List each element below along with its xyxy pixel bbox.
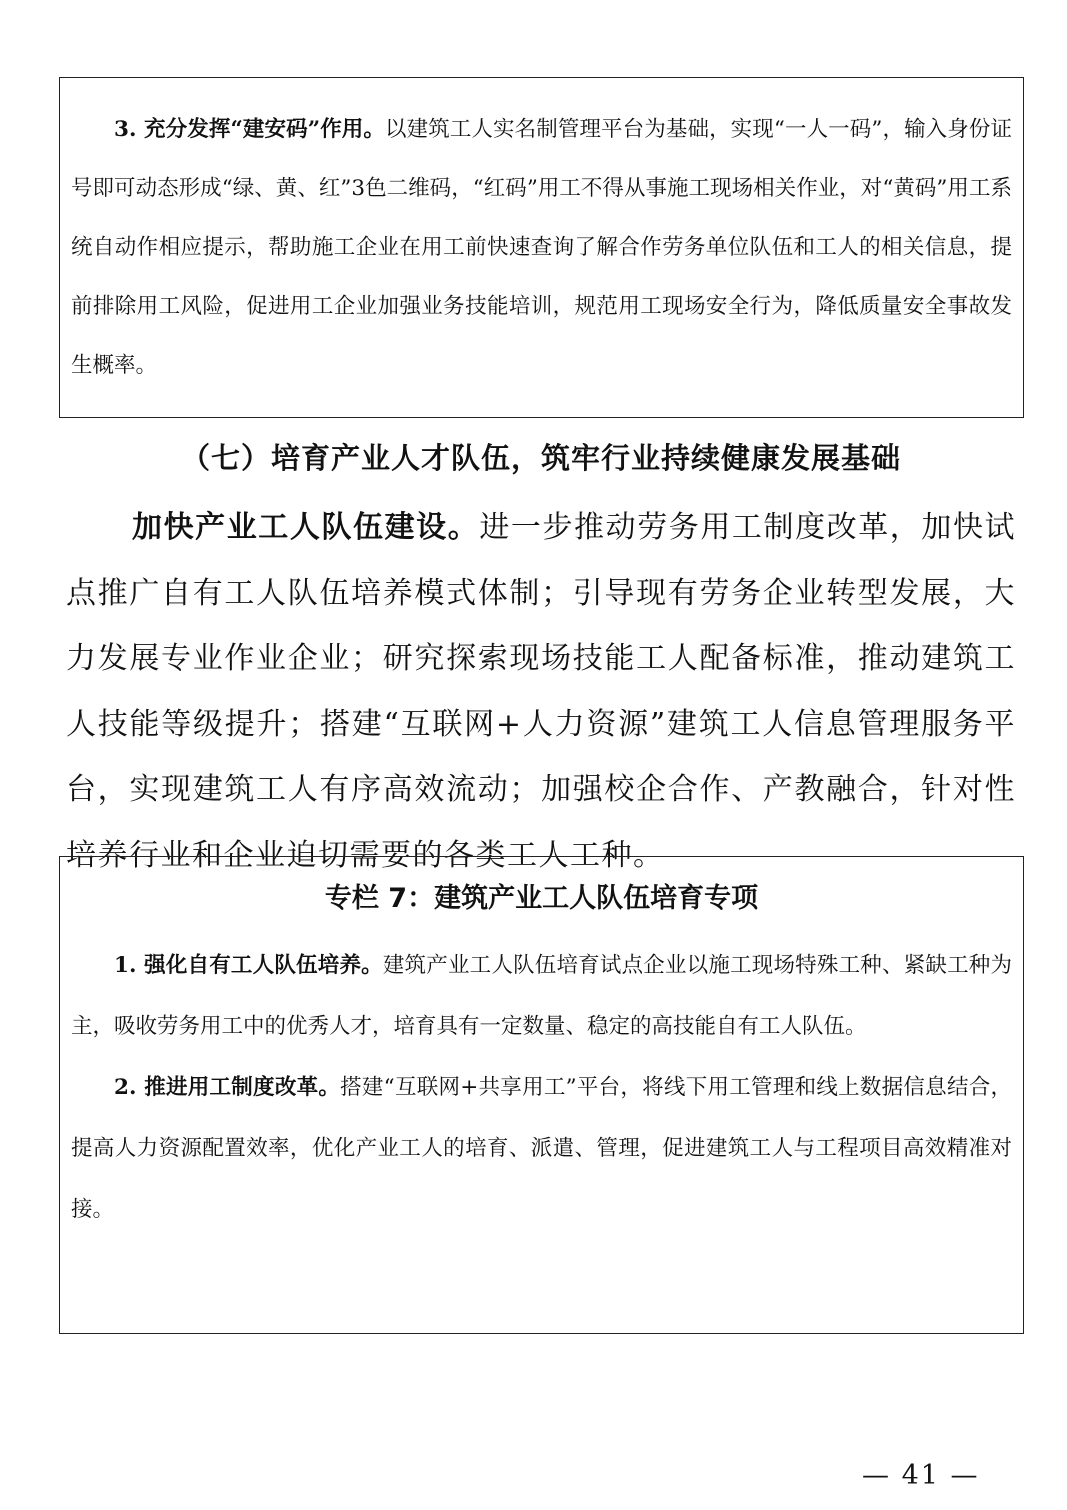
box-item-1-text: 建筑产业工人队伍培育试点企业以施工现场特殊工种、紧缺工种为主，吸收劳务用工中的优秀人才，培育具有一定数量、稳定的高技能自有工人队伍。 — [71, 953, 1012, 1039]
box-item-2-text: 搭建“互联网+共享用工”平台，将线下用工管理和线上数据信息结合，提高人力资源配置效率，优化产业工人的培育、派遣、管理，促进建筑工人与工程项目高效精准对接。 — [71, 1075, 1012, 1222]
box-item-3 — [71, 100, 1012, 395]
feature-box-top — [59, 77, 1024, 418]
section-body-text: 进一步推动劳务用工制度改革，加快试点推广自有工人队伍培养模式体制；引导现有劳务企业转型发展，大力发展专业作业企业；研究探索现场技能工人配备标准，推动建筑工人技能等级提升；搭建“互联网+人力资源”建筑工人信息管理服务平台，实现建筑工人有序高效流动；加强校企合作、产教融合，针对性培养行业和企业迫切需要的各类工人工种。 — [66, 510, 1017, 873]
box-item-2-lead: 2. 推进用工制度改革。 — [114, 1075, 341, 1100]
section-heading: （七）培育产业人才队伍，筑牢行业持续健康发展基础 — [180, 441, 901, 475]
box-item-2 — [71, 1057, 1012, 1240]
feature-box-column-7 — [59, 856, 1024, 1334]
column-title: 专栏 7：建筑产业工人队伍培育专项 — [324, 883, 759, 914]
box-item-3-text: 以建筑工人实名制管理平台为基础，实现“一人一码”，输入身份证号即可动态形成“绿、黄、红”3色二维码，“红码”用工不得从事施工现场相关作业，对“黄码”用工系统自动作相应提示，帮助施工企业在用工前快速查询了解合作劳务单位队伍和工人的相关信息，提前排除用工风险，促进用工企业加强业务技能培训，规范用工现场安全行为，降低质量安全事故发生概率。 — [71, 117, 1012, 378]
section-body-paragraph — [66, 495, 1016, 888]
box-item-1-lead: 1. 强化自有工人队伍培养。 — [114, 953, 383, 978]
box-item-1 — [71, 935, 1012, 1057]
box-item-3-lead: 3. 充分发挥“建安码”作用。 — [114, 117, 386, 142]
section-body-lead: 加快产业工人队伍建设。 — [132, 510, 480, 545]
page-number: — 41 — — [862, 1460, 980, 1491]
